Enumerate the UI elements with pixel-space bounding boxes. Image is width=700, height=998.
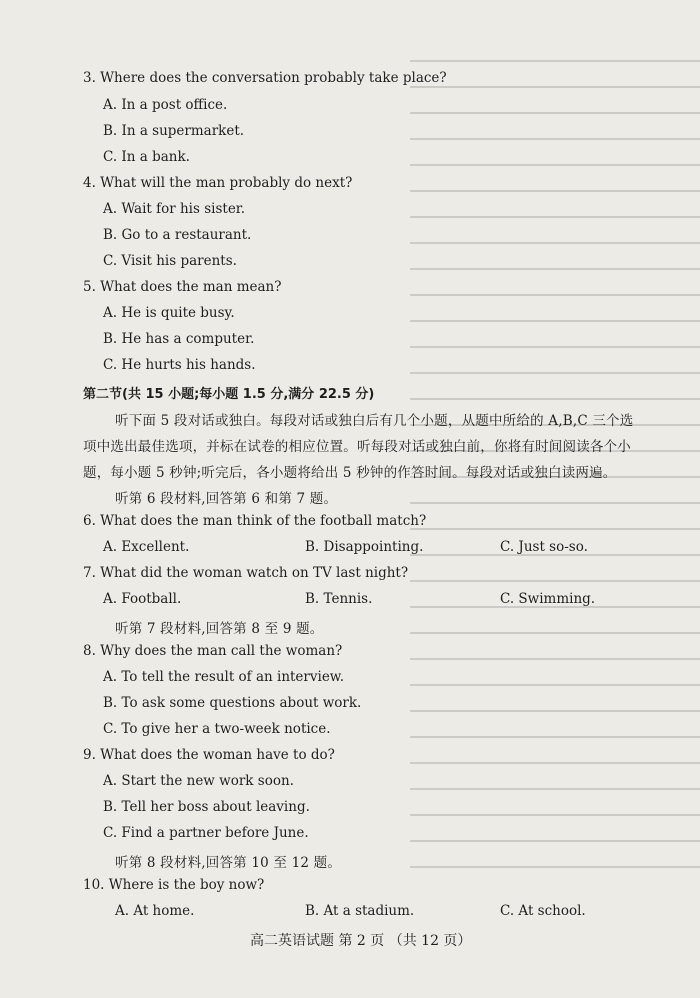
section-2-heading: 第二节(共 15 小题;每小题 1.5 分,满分 22.5 分) xyxy=(83,387,375,402)
q8-option-a: A. To tell the result of an interview. xyxy=(103,669,345,685)
question-3: 3. Where does the conversation probably take place? xyxy=(83,70,447,86)
material-8-label: 听第 8 段材料,回答第 10 至 12 题。 xyxy=(115,855,342,871)
q9-option-c: C. Find a partner before June. xyxy=(103,825,309,841)
q10-option-a: A. At home. xyxy=(115,903,195,919)
q9-option-a: A. Start the new work soon. xyxy=(103,773,294,789)
bleed-through-text xyxy=(410,60,700,940)
q5-option-c: C. He hurts his hands. xyxy=(103,357,256,373)
question-8: 8. Why does the man call the woman? xyxy=(83,643,343,659)
material-7-label: 听第 7 段材料,回答第 8 至 9 题。 xyxy=(115,621,324,637)
question-4: 4. What will the man probably do next? xyxy=(83,175,353,191)
q7-option-b: B. Tennis. xyxy=(305,591,373,607)
question-9: 9. What does the woman have to do? xyxy=(83,747,335,763)
q4-option-a: A. Wait for his sister. xyxy=(103,201,246,217)
q10-option-c: C. At school. xyxy=(500,903,586,919)
q3-option-a: A. In a post office. xyxy=(103,97,228,113)
q9-option-b: B. Tell her boss about leaving. xyxy=(103,799,310,815)
q7-option-c: C. Swimming. xyxy=(500,591,596,607)
question-7: 7. What did the woman watch on TV last night? xyxy=(83,565,409,581)
question-10: 10. Where is the boy now? xyxy=(83,877,265,893)
q3-option-b: B. In a supermarket. xyxy=(103,123,245,139)
q10-option-b: B. At a stadium. xyxy=(305,903,415,919)
q5-option-b: B. He has a computer. xyxy=(103,331,255,347)
question-6: 6. What does the man think of the football match? xyxy=(83,513,427,529)
q8-option-b: B. To ask some questions about work. xyxy=(103,695,362,711)
q6-option-c: C. Just so-so. xyxy=(500,539,588,555)
q6-option-b: B. Disappointing. xyxy=(305,539,424,555)
q4-option-b: B. Go to a restaurant. xyxy=(103,227,252,243)
instructions-line-1: 听下面 5 段对话或独白。每段对话或独白后有几个小题，从题中所给的 A,B,C 三个选 xyxy=(115,413,634,429)
q5-option-a: A. He is quite busy. xyxy=(103,305,235,321)
q7-option-a: A. Football. xyxy=(103,591,182,607)
question-5: 5. What does the man mean? xyxy=(83,279,282,295)
instructions-line-3: 题，每小题 5 秒钟;听完后，各小题将给出 5 秒钟的作答时间。每段对话或独白读两遍。 xyxy=(83,465,617,481)
material-6-label: 听第 6 段材料,回答第 6 和第 7 题。 xyxy=(115,491,338,507)
q3-option-c: C. In a bank. xyxy=(103,149,190,165)
q8-option-c: C. To give her a two-week notice. xyxy=(103,721,331,737)
page-footer: 高二英语试题 第 2 页 （共 12 页） xyxy=(250,933,472,949)
q4-option-c: C. Visit his parents. xyxy=(103,253,237,269)
q6-option-a: A. Excellent. xyxy=(103,539,190,555)
instructions-line-2: 项中选出最佳选项，并标在试卷的相应位置。听每段对话或独白前，你将有时间阅读各个小 xyxy=(83,439,631,455)
